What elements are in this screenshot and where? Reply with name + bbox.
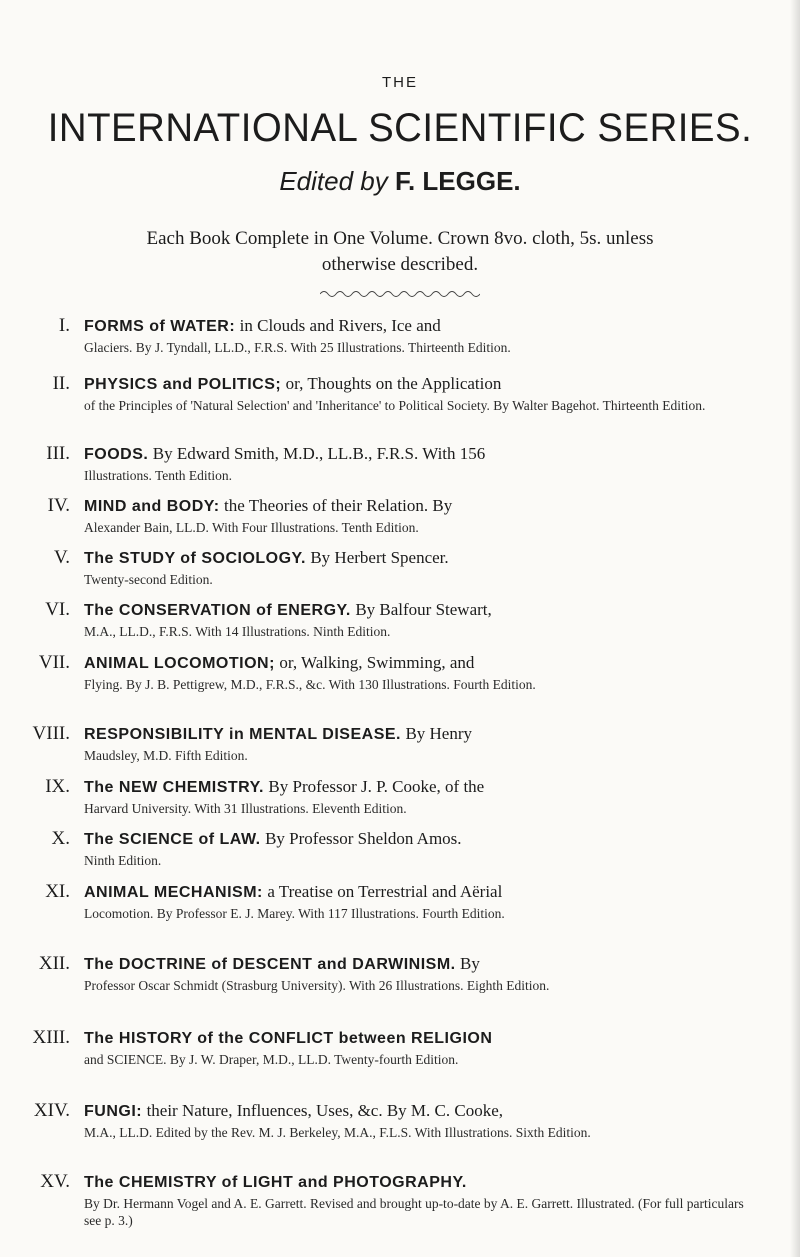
entry-description: Illustrations. Tenth Edition. — [84, 468, 233, 483]
entry-number: II. — [52, 373, 70, 394]
entry-description: Flying. By J. B. Pettigrew, M.D., F.R.S., &c. With 130 Illustrations. Fourth Edition. — [84, 677, 536, 692]
entry-number: IV. — [47, 495, 70, 516]
entry-title-continued: By Edward Smith, M.D., LL.B., F.R.S. With 156 — [152, 444, 486, 463]
entry-number: I. — [58, 315, 70, 336]
entry-description: Harvard University. With 31 Illustrations. Eleventh Edition. — [84, 801, 407, 816]
entry-title: ANIMAL MECHANISM: — [84, 884, 263, 901]
entry-title-continued: By Professor J. P. Cooke, of the — [268, 777, 485, 796]
entry-number: III. — [46, 443, 70, 464]
entry-title: The SCIENCE of LAW. — [84, 831, 261, 848]
entry-number: XI. — [45, 881, 70, 902]
wavy-divider — [320, 289, 480, 299]
entry-title: RESPONSIBILITY in MENTAL DISEASE. — [84, 726, 401, 743]
entry-number: VIII. — [32, 723, 70, 744]
entry-number: X. — [51, 828, 70, 849]
entry-number: XIV. — [33, 1100, 70, 1121]
series-prefix: THE — [382, 74, 418, 91]
entry-title: ANIMAL LOCOMOTION; — [84, 655, 275, 672]
entry-title: PHYSICS and POLITICS; — [84, 376, 282, 393]
entry-description: M.A., LL.D. Edited by the Rev. M. J. Berkeley, M.A., F.L.S. With Illustrations. Sixth Edition. — [84, 1125, 591, 1140]
entry-description: and SCIENCE. By J. W. Draper, M.D., LL.D. Twenty-fourth Edition. — [84, 1052, 459, 1067]
entry-title: The DOCTRINE of DESCENT and DARWINISM. — [84, 956, 456, 973]
entry-description: Alexander Bain, LL.D. With Four Illustrations. Tenth Edition. — [84, 520, 419, 535]
entry-title-continued: or, Walking, Swimming, and — [279, 653, 475, 672]
entry-title-continued: By Henry — [405, 724, 473, 743]
entry-number: IX. — [45, 776, 70, 797]
entry-title-continued: their Nature, Influences, Uses, &c. By M. C. Cooke, — [146, 1101, 504, 1120]
entry-title-continued: or, Thoughts on the Application — [285, 374, 502, 393]
entry-title-continued: By Balfour Stewart, — [355, 600, 492, 619]
edited-by-label: Edited by — [279, 166, 388, 196]
entry-title: The CHEMISTRY of LIGHT and PHOTOGRAPHY. — [84, 1174, 467, 1191]
entry-number: VII. — [38, 652, 70, 673]
entry-title: FORMS of WATER: — [84, 318, 236, 335]
entry-description: of the Principles of 'Natural Selection' and 'Inheritance' to Political Society. By Walter Bagehot. Thirteenth Edition. — [84, 398, 706, 413]
entry-title: FOODS. — [84, 446, 149, 463]
entry-title-continued: the Theories of their Relation. By — [224, 496, 453, 515]
entry-title-continued: By Professor Sheldon Amos. — [265, 829, 462, 848]
editor-name: F. LEGGE. — [394, 166, 521, 196]
entry-description: Professor Oscar Schmidt (Strasburg University). With 26 Illustrations. Eighth Edition. — [84, 978, 550, 993]
entry-number: XIII. — [32, 1027, 70, 1048]
entry-title: The HISTORY of the CONFLICT between RELIGION — [84, 1030, 493, 1047]
entry-description: By Dr. Hermann Vogel and A. E. Garrett. Revised and brought up-to-date by A. E. Garrett. Illustrated. (For full particulars see p. 3.) — [84, 1196, 744, 1228]
entry-description: Ninth Edition. — [84, 853, 162, 868]
entry-title: The STUDY of SOCIOLOGY. — [84, 550, 306, 567]
entry-title: MIND and BODY: — [84, 498, 220, 515]
entry-description: Locomotion. By Professor E. J. Marey. With 117 Illustrations. Fourth Edition. — [84, 906, 505, 921]
entry-title-continued: in Clouds and Rivers, Ice and — [239, 316, 441, 335]
series-description: Each Book Complete in One Volume. Crown 8vo. cloth, 5s. unless otherwise described. — [146, 228, 654, 275]
entry-number: V. — [53, 547, 70, 568]
entry-description: M.A., LL.D., F.R.S. With 14 Illustrations. Ninth Edition. — [84, 624, 391, 639]
entry-title-continued: a Treatise on Terrestrial and Aërial — [267, 882, 503, 901]
editor-line — [0, 166, 800, 197]
entry-number: XII. — [38, 953, 70, 974]
entry-title: The CONSERVATION of ENERGY. — [84, 602, 351, 619]
entry-title-continued: By Herbert Spencer. — [310, 548, 449, 567]
entry-title: FUNGI: — [84, 1103, 143, 1120]
entry-number: XV. — [40, 1171, 70, 1192]
entry-number: VI. — [45, 599, 70, 620]
entry-title-continued: By — [460, 954, 480, 973]
series-title: INTERNATIONAL SCIENTIFIC SERIES. — [47, 106, 753, 150]
entry-description: Twenty-second Edition. — [84, 572, 213, 587]
entry-description: Glaciers. By J. Tyndall, LL.D., F.R.S. With 25 Illustrations. Thirteenth Edition. — [84, 340, 511, 355]
entry-description: Maudsley, M.D. Fifth Edition. — [84, 748, 248, 763]
entry-title: The NEW CHEMISTRY. — [84, 779, 264, 796]
